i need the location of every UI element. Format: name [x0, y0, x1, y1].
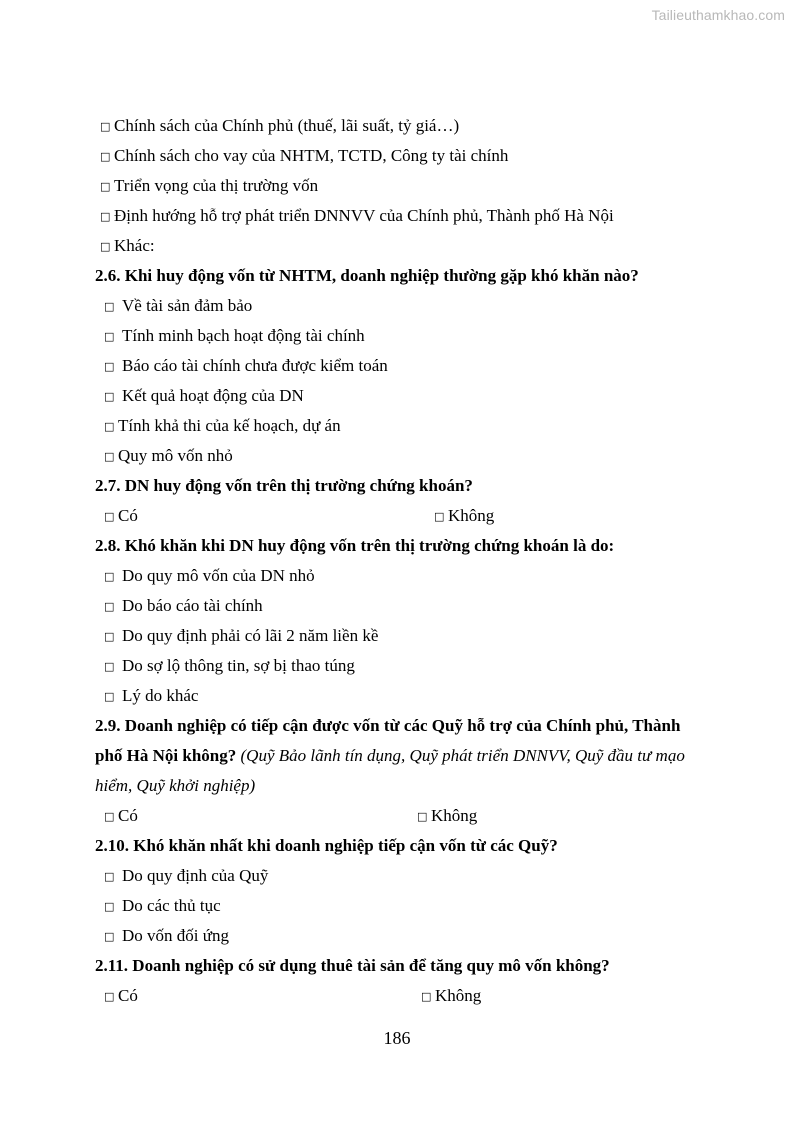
question-2-9-title: 2.9. Doanh nghiệp có tiếp cận được vốn từ các Quỹ hỗ trợ của Chính phủ, Thành	[95, 716, 681, 735]
checkbox-icon[interactable]: □	[104, 810, 115, 823]
option-label: Tính khả thi của kế hoạch, dự án	[118, 416, 341, 435]
checkbox-icon[interactable]: □	[104, 660, 115, 673]
yes-no-row	[95, 801, 715, 831]
checkbox-icon[interactable]: □	[104, 900, 115, 913]
question-2-9-title-end: phố Hà Nội không?	[95, 746, 237, 765]
checkbox-icon[interactable]: □	[104, 990, 115, 1003]
option-label: Do quy định phải có lãi 2 năm liền kề	[122, 626, 379, 645]
question-2-7-title: 2.7. DN huy động vốn trên thị trường chứng khoán?	[95, 476, 473, 495]
option-label: Do báo cáo tài chính	[122, 596, 263, 615]
checkbox-option[interactable]	[95, 381, 715, 411]
question-2-10-title: 2.10. Khó khăn nhất khi doanh nghiệp tiếp cận vốn từ các Quỹ?	[95, 836, 558, 855]
checkbox-icon[interactable]: □	[104, 300, 115, 313]
checkbox-option[interactable]	[95, 921, 715, 951]
checkbox-icon[interactable]: □	[104, 450, 115, 463]
option-label: Khác:	[114, 236, 155, 255]
option-label: Triển vọng của thị trường vốn	[114, 176, 319, 195]
no-option[interactable]	[434, 501, 494, 531]
checkbox-option[interactable]	[95, 351, 715, 381]
checkbox-option[interactable]	[95, 561, 715, 591]
checkbox-icon[interactable]: □	[104, 330, 115, 343]
question-2-9-note-cont: hiểm, Quỹ khởi nghiệp)	[95, 776, 256, 795]
option-label: Định hướng hỗ trợ phát triển DNNVV của Chính phủ, Thành phố Hà Nội	[114, 206, 614, 225]
checkbox-option[interactable]	[95, 111, 715, 141]
checkbox-icon[interactable]: □	[104, 390, 115, 403]
option-label: Chính sách cho vay của NHTM, TCTD, Công ty tài chính	[114, 146, 509, 165]
yes-option[interactable]	[104, 501, 434, 531]
checkbox-icon[interactable]: □	[104, 570, 115, 583]
yes-label: Có	[118, 986, 138, 1005]
checkbox-icon[interactable]: □	[104, 690, 115, 703]
checkbox-icon[interactable]: □	[104, 360, 115, 373]
watermark: Tailieuthamkhao.com	[651, 7, 785, 23]
checkbox-option[interactable]	[95, 201, 715, 231]
yes-option[interactable]	[104, 801, 417, 831]
checkbox-icon[interactable]: □	[104, 630, 115, 643]
checkbox-icon[interactable]: □	[434, 510, 445, 523]
yes-label: Có	[118, 806, 138, 825]
question-2-8-title: 2.8. Khó khăn khi DN huy động vốn trên thị trường chứng khoán là do:	[95, 536, 615, 555]
option-label: Do quy định của Quỹ	[122, 866, 269, 885]
yes-label: Có	[118, 506, 138, 525]
checkbox-option[interactable]	[95, 171, 715, 201]
checkbox-icon[interactable]: □	[100, 180, 111, 193]
option-label: Do quy mô vốn của DN nhỏ	[122, 566, 315, 585]
question-2-9-title-cont	[95, 741, 715, 771]
option-label: Về tài sản đảm bảo	[122, 296, 253, 315]
checkbox-icon[interactable]: □	[104, 510, 115, 523]
checkbox-option[interactable]	[95, 141, 715, 171]
checkbox-icon[interactable]: □	[104, 870, 115, 883]
checkbox-option[interactable]	[95, 231, 715, 261]
checkbox-option[interactable]	[95, 591, 715, 621]
checkbox-option[interactable]	[95, 321, 715, 351]
option-label: Tính minh bạch hoạt động tài chính	[122, 326, 365, 345]
no-option[interactable]	[417, 801, 477, 831]
checkbox-icon[interactable]: □	[104, 420, 115, 433]
question-2-9-note: (Quỹ Bảo lãnh tín dụng, Quỹ phát triển DNNVV, Quỹ đầu tư mạo	[240, 746, 685, 765]
yes-no-row	[95, 501, 715, 531]
option-label: Kết quả hoạt động của DN	[122, 386, 304, 405]
option-label: Báo cáo tài chính chưa được kiểm toán	[122, 356, 388, 375]
option-label: Chính sách của Chính phủ (thuế, lãi suất, tỷ giá…)	[114, 116, 460, 135]
checkbox-icon[interactable]: □	[104, 930, 115, 943]
no-label: Không	[435, 986, 482, 1005]
checkbox-option[interactable]	[95, 441, 715, 471]
checkbox-icon[interactable]: □	[100, 240, 111, 253]
yes-option[interactable]	[104, 981, 421, 1011]
checkbox-icon[interactable]: □	[417, 810, 428, 823]
checkbox-option[interactable]	[95, 291, 715, 321]
option-label: Quy mô vốn nhỏ	[118, 446, 233, 465]
checkbox-icon[interactable]: □	[100, 150, 111, 163]
checkbox-option[interactable]	[95, 621, 715, 651]
question-2-6-title: 2.6. Khi huy động vốn từ NHTM, doanh nghiệp thường gặp khó khăn nào?	[95, 266, 639, 285]
document-body	[95, 111, 715, 1011]
checkbox-icon[interactable]: □	[104, 600, 115, 613]
no-option[interactable]	[421, 981, 481, 1011]
checkbox-option[interactable]	[95, 891, 715, 921]
checkbox-option[interactable]	[95, 861, 715, 891]
checkbox-option[interactable]	[95, 681, 715, 711]
page-number: 186	[383, 1028, 411, 1048]
checkbox-option[interactable]	[95, 651, 715, 681]
checkbox-icon[interactable]: □	[100, 120, 111, 133]
option-label: Do các thủ tục	[122, 896, 221, 915]
option-label: Do sợ lộ thông tin, sợ bị thao túng	[122, 656, 355, 675]
checkbox-icon[interactable]: □	[100, 210, 111, 223]
checkbox-icon[interactable]: □	[421, 990, 432, 1003]
checkbox-option[interactable]	[95, 411, 715, 441]
no-label: Không	[431, 806, 478, 825]
yes-no-row	[95, 981, 715, 1011]
option-label: Lý do khác	[122, 686, 199, 705]
option-label: Do vốn đối ứng	[122, 926, 229, 945]
question-2-11-title: 2.11. Doanh nghiệp có sử dụng thuê tài sản để tăng quy mô vốn không?	[95, 956, 610, 975]
no-label: Không	[448, 506, 495, 525]
